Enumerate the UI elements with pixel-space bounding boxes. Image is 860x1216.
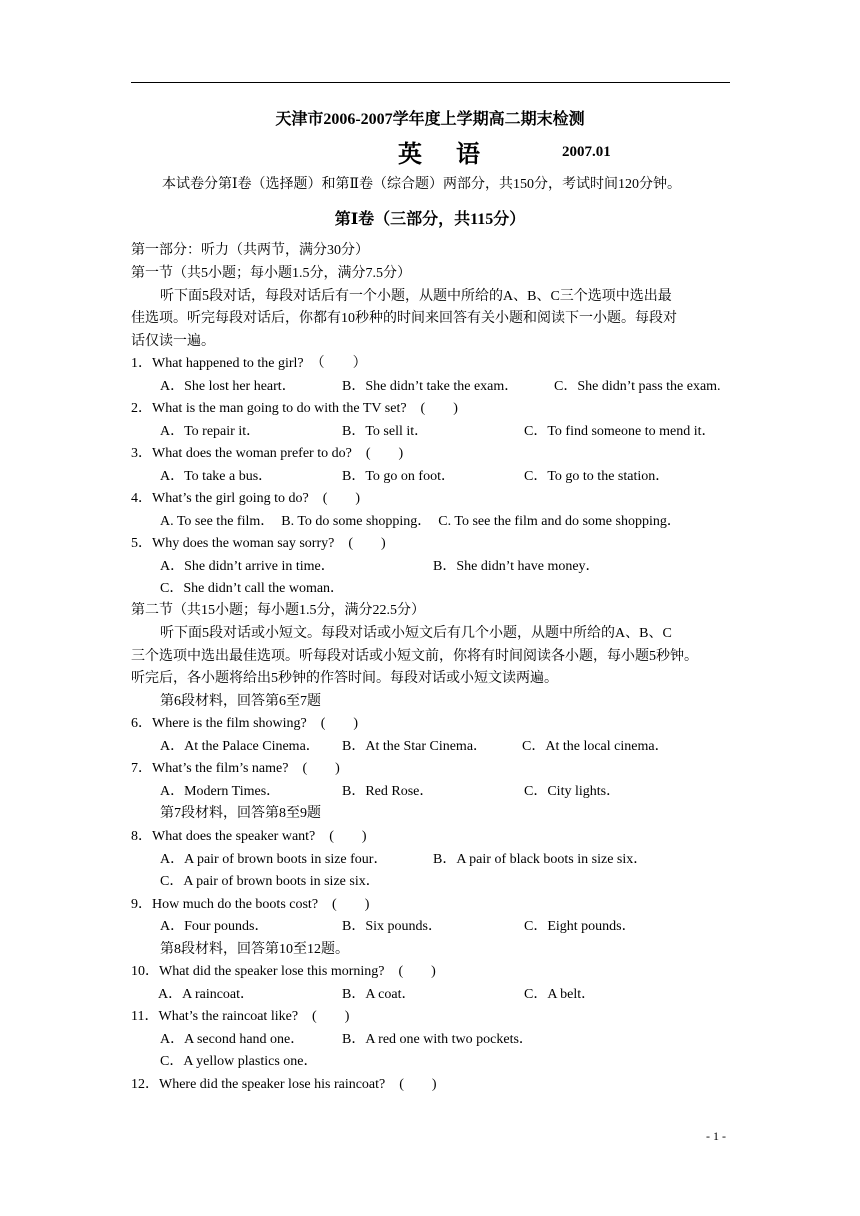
option-a: A．Four pounds． [160,919,269,934]
option-c: C．To find someone to mend it． [524,424,716,439]
option-a: A．A raincoat． [158,987,255,1002]
question-stem: 4．What’s the girl going to do? ( ) [131,491,361,506]
question-stem: 10．What did the speaker lose this morning? ( ) [131,964,436,979]
exam-date: 2007.01 [562,144,611,160]
option-c: C．She didn’t call the woman． [160,581,345,596]
instruction-line: 三个选项中选出最佳选项。听每段对话或小短文前，你将有时间阅读各小题，每小题5秒钟。 [131,649,698,664]
option-b: B．To sell it． [342,424,429,439]
subject-title: 英 语 [398,142,494,168]
question-stem: 6．Where is the film showing? ( ) [131,716,359,731]
instruction-line: 佳选项。听完每段对话后，你都有10秒种的时间来回答有关小题和阅读下一小题。每段对 [131,311,677,326]
option-a: A．She didn’t arrive in time． [160,559,335,574]
instruction-line: 话仅读一遍。 [131,334,215,349]
material-note: 第6段材料，回答第6至7题 [160,694,321,709]
option-b: B．Six pounds． [342,919,442,934]
option-a: A．To repair it． [160,424,261,439]
exam-title: 天津市2006-2007学年度上学期高二期末检测 [275,111,585,128]
question-stem: 12．Where did the speaker lose his raincoat? ( ) [131,1077,437,1092]
material-note: 第8段材料，回答第10至12题。 [160,942,349,957]
instruction-line: 听完后，各小题将给出5秒钟的作答时间。每段对话或小短文读两遍。 [131,671,558,686]
option-c: C．A pair of brown boots in size six． [160,874,380,889]
option-c: C．A belt． [524,987,596,1002]
option-b: B．A red one with two pockets． [342,1032,533,1047]
question-stem: 11．What’s the raincoat like? ( ) [131,1009,350,1024]
instruction-line: 听下面5段对话或小短文。每段对话或小短文后有几个小题，从题中所给的A、B、C [160,626,672,641]
option-b: B．To go on foot． [342,469,455,484]
option-b: B．She didn’t take the exam． [342,379,519,394]
section-heading: 第一部分：听力（共两节，满分30分） [131,243,369,258]
option-a: A．She lost her heart． [160,379,296,394]
header-rule [131,82,730,83]
question-stem: 5．Why does the woman say sorry? ( ) [131,536,386,551]
question-stem: 3．What does the woman prefer to do? ( ) [131,446,404,461]
question-stem: 9．How much do the boots cost? ( ) [131,897,370,912]
option-c: C．Eight pounds． [524,919,636,934]
subsection-heading: 第二节（共15小题；每小题1.5分，满分22.5分） [131,603,425,618]
question-stem: 7．What’s the film’s name? ( ) [131,761,340,776]
option-b: B．A pair of black boots in size six． [433,852,648,867]
option-b: B．A coat． [342,987,416,1002]
option-c: C．She didn’t pass the exam. [554,379,721,394]
option-a: A．At the Palace Cinema． [160,739,320,754]
question-stem: 2．What is the man going to do with the TV set? ( ) [131,401,458,416]
option-a: A．Modern Times． [160,784,281,799]
page-number: - 1 - [706,1129,726,1143]
material-note: 第7段材料，回答第8至9题 [160,806,321,821]
subsection-heading: 第一节（共5小题；每小题1.5分，满分7.5分） [131,266,411,281]
option-b: B．She didn’t have money． [433,559,600,574]
instruction-line: 听下面5段对话，每段对话后有一个小题，从题中所给的A、B、C三个选项中选出最 [160,289,672,304]
option-b: B．Red Rose． [342,784,434,799]
option-c: C．To go to the station． [524,469,670,484]
question-stem: 1．What happened to the girl? （ ） [131,356,367,371]
option-c: C．A yellow plastics one． [160,1054,318,1069]
option-a: A．A pair of brown boots in size four． [160,852,388,867]
option-c: C．City lights． [524,784,621,799]
question-stem: 8．What does the speaker want? ( ) [131,829,367,844]
option-a: A．A second hand one． [160,1032,305,1047]
option-a: A．To take a bus． [160,469,273,484]
option-row: A. To see the film． B. To do some shopping． C. To see the film and do some shopping． [160,514,681,529]
exam-intro: 本试卷分第Ⅰ卷（选择题）和第Ⅱ卷（综合题）两部分，共150分，考试时间120分钟。 [162,177,682,192]
option-b: B．At the Star Cinema． [342,739,488,754]
option-c: C．At the local cinema． [522,739,669,754]
part-title: 第Ⅰ卷（三部分，共115分） [334,211,526,228]
